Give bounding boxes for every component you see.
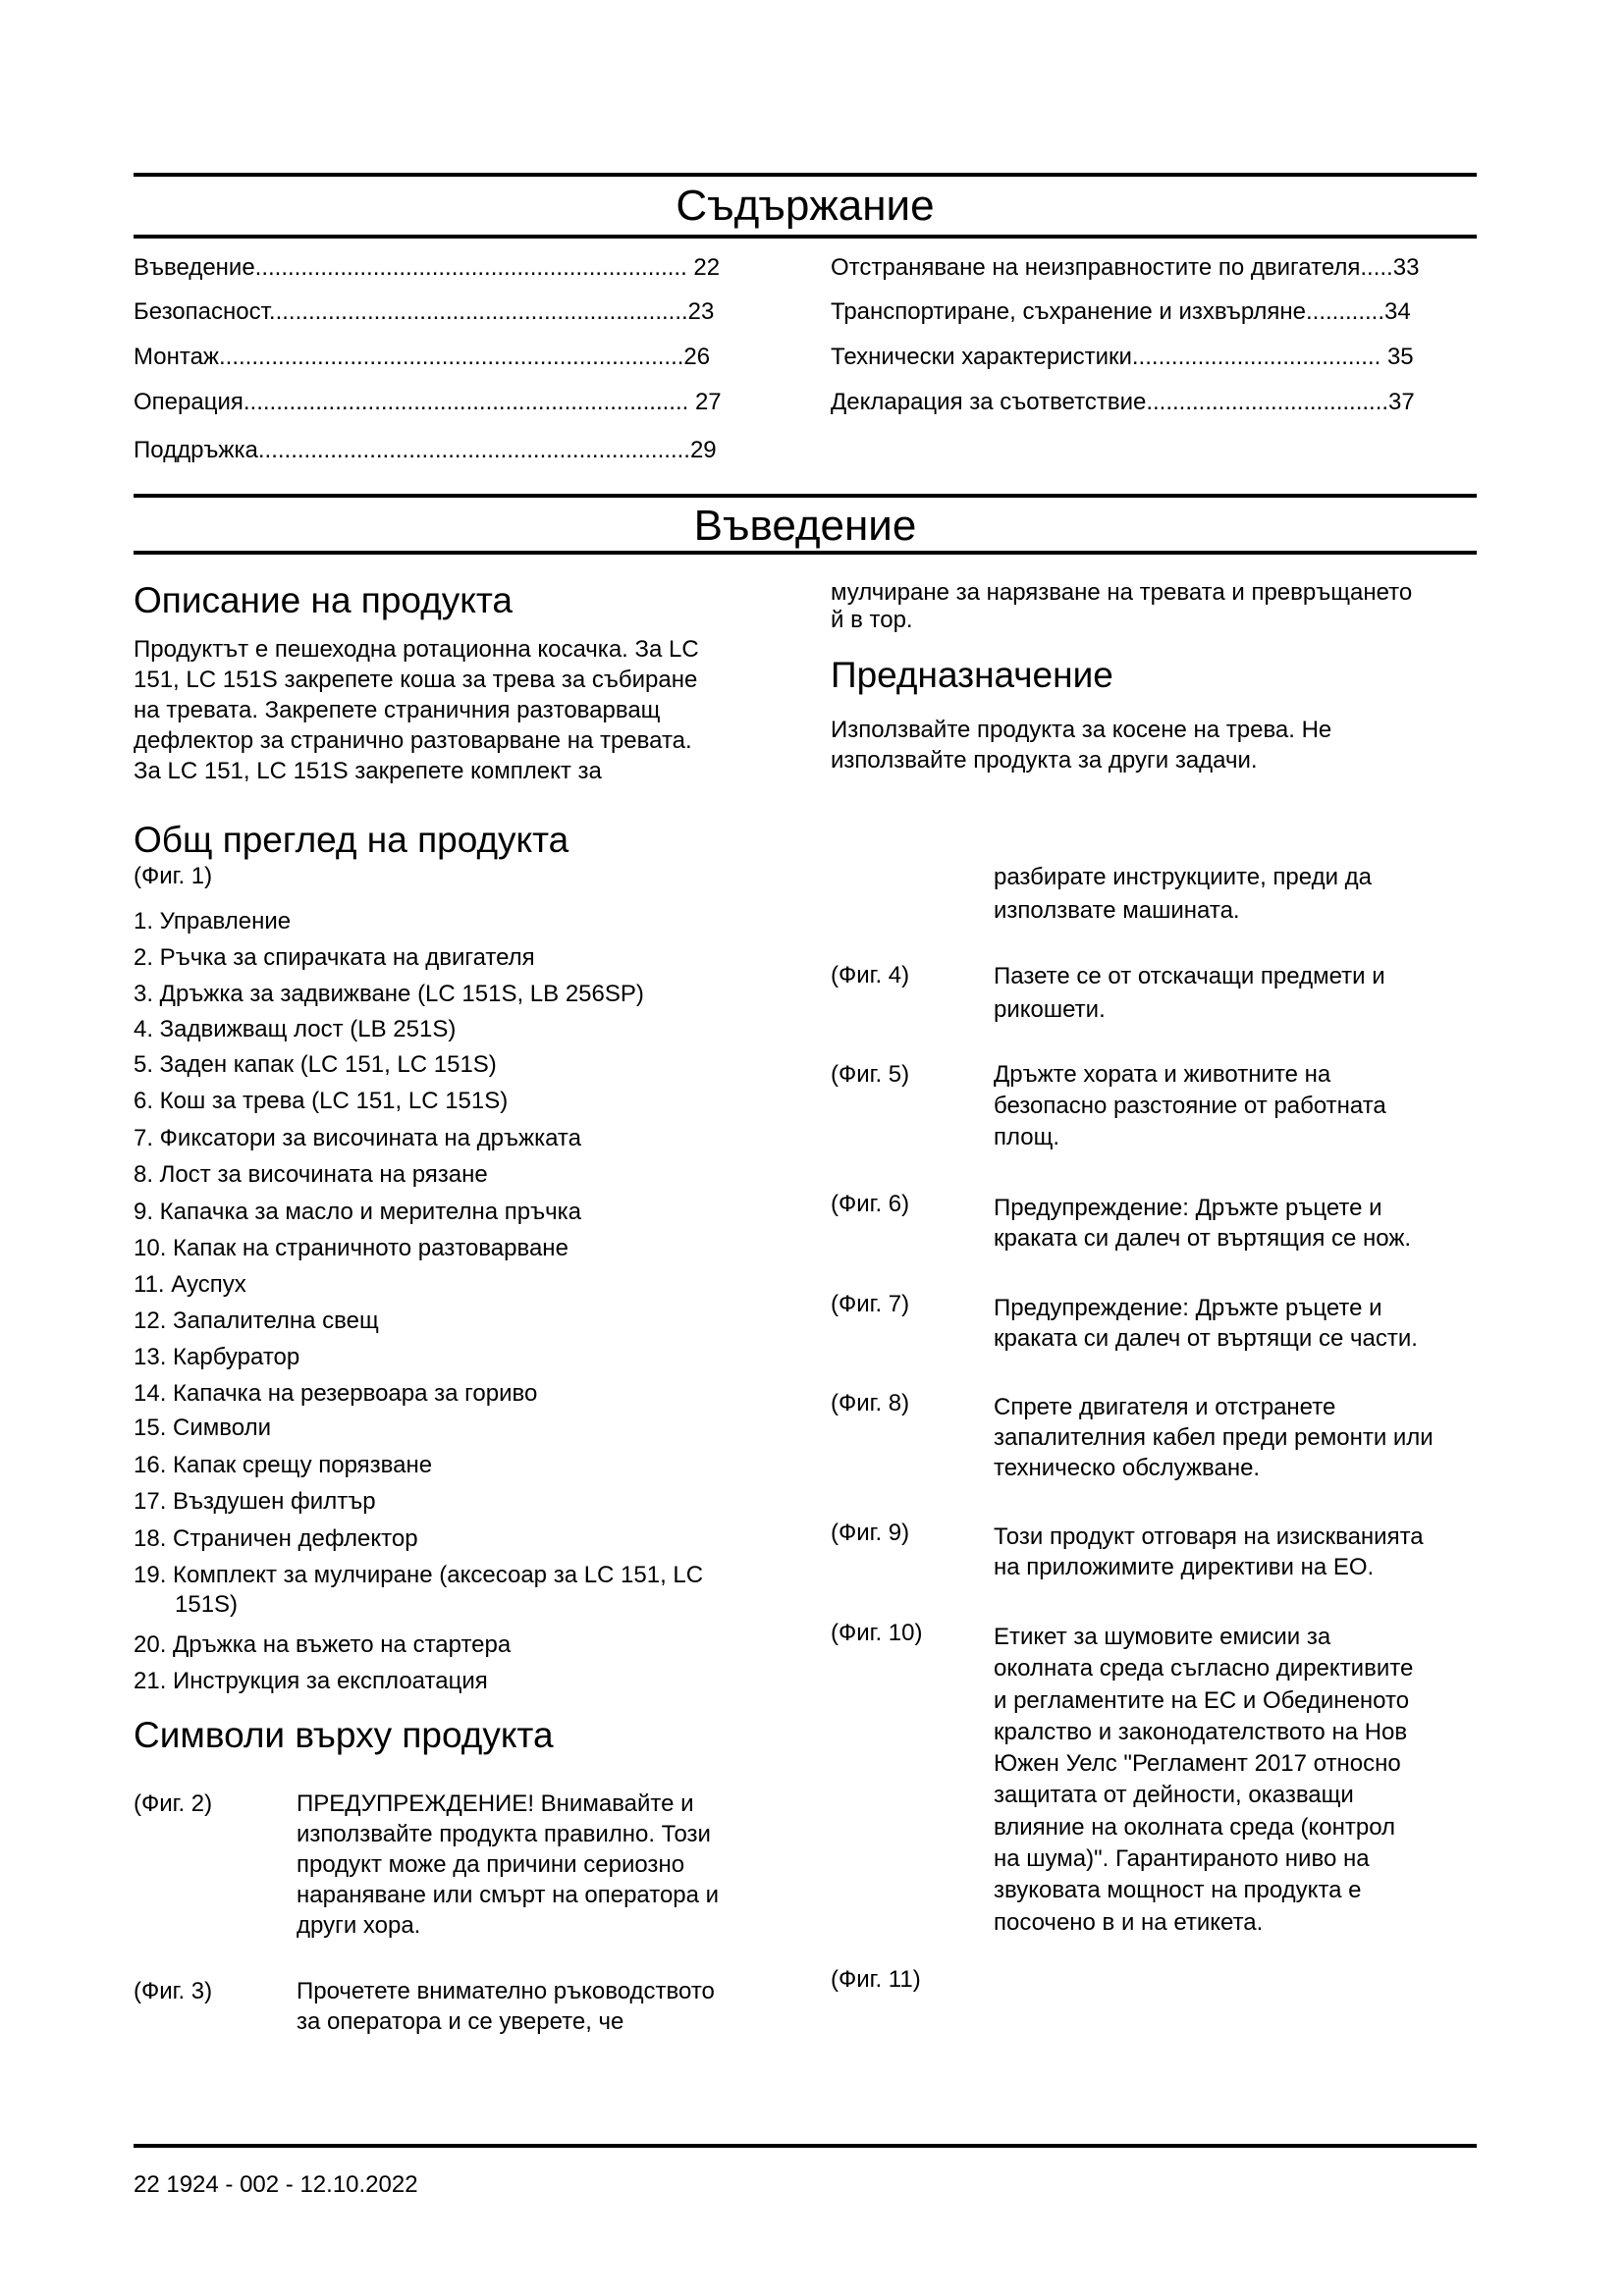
list-item: 151S) — [175, 1591, 239, 1618]
fig-text — [994, 1193, 1475, 1254]
text-line: краката си далеч от въртящия се нож. — [994, 1225, 1412, 1252]
text-line: Пазете се от отскачащи предмети и — [994, 963, 1385, 989]
text-line: разбирате инструкциите, преди да — [994, 864, 1373, 890]
fig-label: (Фиг. 3) — [134, 1978, 213, 2004]
list-item: 14. Капачка на резервоара за гориво — [134, 1380, 538, 1407]
toc-title-rule — [134, 235, 1477, 239]
toc-entry[interactable]: Транспортиране, съхранение и изхвърляне............34 — [831, 298, 1411, 325]
toc-entry[interactable]: Безопасност................................................................23 — [134, 298, 715, 325]
text-line: краката си далеч от въртящи се части. — [994, 1325, 1418, 1352]
list-item: 10. Капак на страничното разтоварване — [134, 1235, 568, 1261]
text-line: безопасно разстояние от работната — [994, 1093, 1386, 1119]
page-footer: 22 1924 - 002 - 12.10.2022 — [134, 2171, 418, 2198]
list-item: 19. Комплект за мулчиране (аксесоар за LC 151, LC — [134, 1562, 704, 1588]
description-heading: Описание на продукта — [134, 580, 513, 620]
fig-text — [994, 1059, 1475, 1153]
fig-label: (Фиг. 6) — [831, 1191, 910, 1217]
text-line: За LC 151, LC 151S закрепете комплект за — [134, 758, 602, 784]
overview-fig-ref: (Фиг. 1) — [134, 863, 213, 889]
text-line: използвайте продукта за други задачи. — [831, 747, 1258, 774]
text-line: Дръжте хората и животните на — [994, 1061, 1331, 1088]
fig-text — [994, 1392, 1475, 1483]
text-line: използвайте продукта правилно. Този — [297, 1821, 711, 1847]
list-item: 16. Капак срещу порязване — [134, 1452, 433, 1478]
symbol-fig-3-continued — [994, 861, 1475, 928]
text-line: влияние на околната среда (контрол — [994, 1813, 1396, 1841]
text-line: техническо обслужване. — [994, 1455, 1261, 1481]
symbols-heading: Символи върху продукта — [134, 1715, 554, 1755]
text-line: ПРЕДУПРЕЖДЕНИЕ! Внимавайте и — [297, 1790, 694, 1817]
text-line: и регламентите на ЕС и Обединеното — [994, 1686, 1410, 1714]
fig-label: (Фиг. 8) — [831, 1390, 910, 1416]
intro-rule-top — [134, 494, 1477, 498]
list-item: 20. Дръжка на въжето на стартера — [134, 1631, 512, 1658]
text-line: на приложимите директиви на ЕО. — [994, 1554, 1375, 1580]
list-item: 9. Капачка за масло и мерителна пръчка — [134, 1199, 581, 1225]
fig-label: (Фиг. 5) — [831, 1061, 910, 1088]
text-line: околната среда съгласно директивите — [994, 1655, 1414, 1682]
list-item: 21. Инструкция за експлоатация — [134, 1668, 488, 1694]
toc-entry[interactable]: Технически характеристики...................................... 35 — [831, 344, 1414, 370]
text-line: нараняване или смърт на оператора и — [297, 1882, 720, 1908]
text-line: Предупреждение: Дръжте ръцете и — [994, 1295, 1382, 1321]
list-item: 17. Въздушен филтър — [134, 1488, 376, 1515]
list-item: 13. Карбуратор — [134, 1344, 300, 1370]
purpose-heading: Предназначение — [831, 655, 1113, 695]
toc-title: Съдържание — [676, 182, 935, 230]
text-line: посочено в и на етикета. — [994, 1908, 1264, 1936]
list-item: 8. Лост за височината на рязане — [134, 1161, 488, 1188]
text-line: Използвайте продукта за косене на трева. Не — [831, 717, 1332, 743]
fig-label: (Фиг. 2) — [134, 1790, 213, 1817]
text-line: на тревата. Закрепете страничния разтоварващ — [134, 697, 661, 723]
fig-label: (Фиг. 9) — [831, 1520, 910, 1546]
list-item: 3. Дръжка за задвижване (LC 151S, LB 256SP) — [134, 981, 644, 1007]
top-rule — [134, 173, 1477, 177]
fig-label: (Фиг. 11) — [831, 1966, 921, 1993]
text-line: кралство и законодателството на Нов — [994, 1718, 1408, 1745]
text-line: други хора. — [297, 1912, 421, 1939]
text-line: Прочетете внимателно ръководството — [297, 1978, 715, 2004]
text-line: 151, LC 151S закрепете коша за трева за събиране — [134, 667, 698, 693]
text-line: дефлектор за странично разтоварване на тревата. — [134, 727, 692, 754]
intro-title: Въведение — [693, 502, 917, 550]
text-line: площ. — [994, 1124, 1060, 1150]
list-item: 6. Кош за трева (LC 151, LC 151S) — [134, 1088, 509, 1114]
list-item: 18. Страничен дефлектор — [134, 1525, 418, 1552]
toc-entry[interactable]: Монтаж.......................................................................26 — [134, 344, 711, 370]
toc-entry[interactable]: Отстраняване на неизправностите по двигателя.....33 — [831, 254, 1420, 281]
text-line: звуковата мощност на продукта е — [994, 1877, 1362, 1904]
overview-heading: Общ преглед на продукта — [134, 820, 569, 860]
text-line: Предупреждение: Дръжте ръцете и — [994, 1195, 1382, 1221]
fig-label: (Фиг. 7) — [831, 1291, 910, 1317]
intro-rule-bottom — [134, 551, 1477, 555]
text-line: Южен Уелс "Регламент 2017 относно — [994, 1750, 1401, 1778]
fig-text — [994, 1622, 1475, 1939]
text-line: запалителния кабел преди ремонти или — [994, 1424, 1434, 1451]
text-line: Етикет за шумовите емисии за — [994, 1624, 1331, 1650]
toc-entry[interactable]: Поддръжка..................................................................29 — [134, 437, 717, 463]
list-item: 2. Ръчка за спирачката на двигателя — [134, 944, 535, 971]
text-line: мулчиране за нарязване на тревата и превръщането — [831, 579, 1413, 606]
text-line: Продуктът е пешеходна ротационна косачка. За LC — [134, 636, 699, 663]
fig-text — [994, 960, 1475, 1027]
list-item: 7. Фиксатори за височината на дръжката — [134, 1125, 581, 1151]
fig-text — [994, 1522, 1475, 1582]
list-item: 15. Символи — [134, 1415, 271, 1441]
text-line: на шума)". Гарантираното ниво на — [994, 1845, 1370, 1873]
text-line: й в тор. — [831, 607, 913, 633]
text-line: Този продукт отговаря на изискванията — [994, 1523, 1424, 1550]
text-line: за оператора и се уверете, че — [297, 2008, 624, 2035]
fig-text — [297, 1976, 797, 2037]
fig-text — [994, 1293, 1475, 1354]
toc-entry[interactable]: Декларация за съответствие.....................................37 — [831, 389, 1415, 415]
text-line: Спрете двигателя и отстранете — [994, 1394, 1336, 1420]
text-line: използвате машината. — [994, 897, 1240, 924]
list-item: 1. Управление — [134, 908, 292, 934]
text-line: защитата от дейности, оказващи — [994, 1782, 1354, 1809]
footer-rule — [134, 2144, 1477, 2148]
list-item: 12. Запалителна свещ — [134, 1308, 379, 1334]
toc-entry[interactable]: Въведение.................................................................. 22 — [134, 254, 721, 281]
text-line: продукт може да причини сериозно — [297, 1851, 685, 1878]
list-item: 5. Заден капак (LC 151, LC 151S) — [134, 1051, 497, 1078]
list-item: 11. Ауспух — [134, 1271, 246, 1298]
fig-text — [297, 1789, 797, 1941]
list-item: 4. Задвижващ лост (LB 251S) — [134, 1016, 457, 1042]
fig-label: (Фиг. 4) — [831, 962, 910, 988]
text-line: рикошети. — [994, 996, 1106, 1023]
toc-entry[interactable]: Операция.................................................................... 27 — [134, 389, 722, 415]
fig-label: (Фиг. 10) — [831, 1620, 923, 1646]
